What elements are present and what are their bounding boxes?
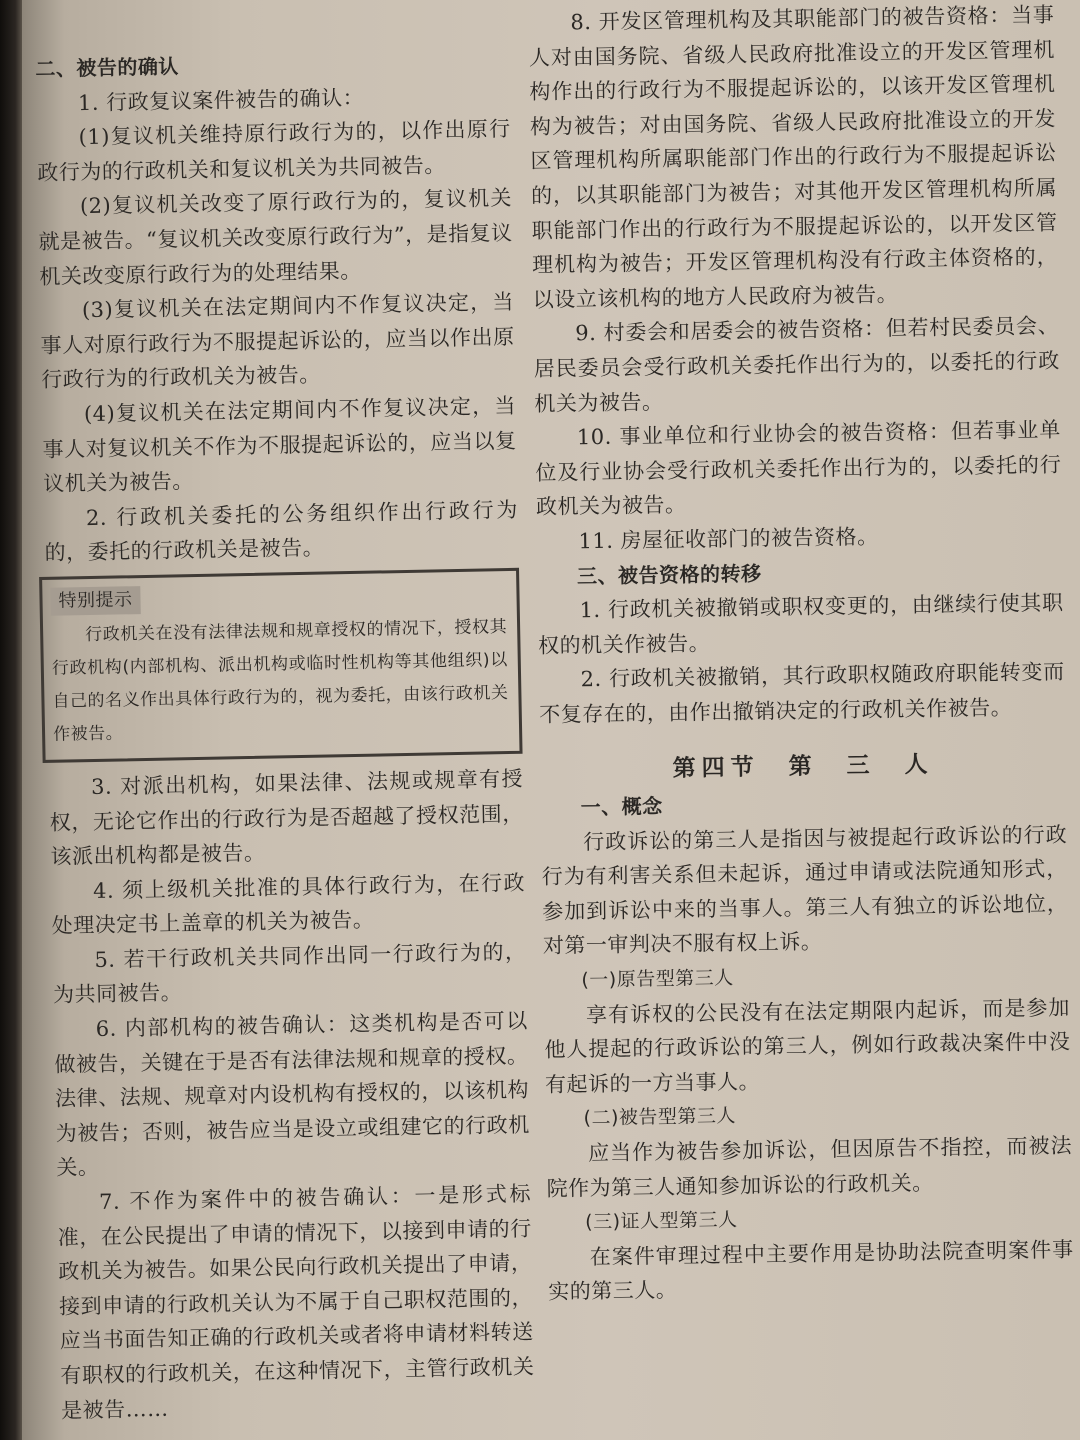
type-title-plaintiff: (一)原告型第三人 [581,966,734,992]
paragraph-l10: 6. 内部机构的被告确认：这类机构是否可以做被告，关键在于是否有法律法规和规章的授权。法律、法规、规章对内设机构有授权的，以该机构为被告；否则，被告应当是设立或组建它的行政机关。 [54,1008,530,1181]
paragraph-r4: 11. 房屋征收部门的被告资格。 [578,524,879,554]
paragraph-l1: 1. 行政复议案件被告的确认： [77,85,365,115]
special-tip-title: 特别提示 [50,586,141,616]
right-column [528,0,1077,1440]
left-column [34,0,537,1440]
section-title: 第四节 第 三 人 [672,751,934,783]
paragraph-concept: 行政诉讼的第三人是指因与被提起行政诉讼的行政行为有利害关系但未起诉，通过申请或法院通知形式，参加到诉讼中来的当事人。第三人有独立的诉讼地位，对第一审判决不服有权上诉。 [541,822,1069,959]
heading-concept: 一、概念 [580,794,663,820]
type-title-defendant: (二)被告型第三人 [583,1105,737,1130]
paragraph-l4: (3)复议机关在法定期间内不作复议决定，当事人对原行政行为不服提起诉讼的，应当以作出原行政行为的行政机关为被告。 [40,290,515,393]
book-page [22,0,1080,1440]
paragraph-l2: (1)复议机关维持原行政行为的，以作出原行政行为的行政机关和复议机关为共同被告。 [37,117,511,185]
type-title-witness: (三)证人型第三人 [585,1209,738,1234]
paragraph-l6: 2. 行政机关委托的公务组织作出行政行为的，委托的行政机关是被告。 [44,497,519,566]
paragraph-r2: 9. 村委会和居委会的被告资格：但若村民委员会、居民委员会受行政机关委托作出行为的，以委托的行政机关为被告。 [533,314,1060,416]
paragraph-transfer-2: 2. 行政机关被撤销，其行政职权随政府职能转变而不复存在的，由作出撤销决定的行政机关作被告。 [539,659,1065,727]
type-text-plaintiff: 享有诉权的公民没有在法定期限内起诉，而是参加他人提起的行政诉讼的第三人，例如行政裁决案件中没有起诉的一方当事人。 [544,995,1071,1097]
paragraph-l8: 4. 须上级机关批准的具体行政行为，在行政处理决定书上盖章的机关为被告。 [51,870,526,939]
paragraph-r1: 8. 开发区管理机构及其职能部门的被告资格：当事人对由国务院、省级人民政府批准设立的开发区管理机构作出的行政行为不服提起诉讼的，以该开发区管理机构为被告；对由国务院、省级人民政府批准设立的开发区管理机构所属职能部门作出的行政行为不服提起诉讼的，以其职能部门为被告；对其他开发区管理机构所属职能部门作出的行政行为不服提起诉讼的，以开发区管理机构为被告；开发区管理机构没有行政主体资格的，以设立该机构的地方人民政府为被告。 [528,2,1059,312]
paragraph-l11: 7. 不作为案件中的被告确认：一是形式标准，在公民提出了申请的情况下，以接到申请的行政机关为被告。如果公民向行政机关提出了申请，接到申请的行政机关认为不属于自己职权范围的，应当书面告知正确的行政机关或者将申请材料转送有职权的行政机关，在这种情况下，主管行政机关是被告…… [57,1181,535,1423]
book-spine-shadow [0,0,22,1440]
special-tip-text: 行政机关在没有法律法规和规章授权的情况下，授权其行政机构(内部机构、派出机构或临时性机构等其他组织)以自己的名义作出具体行政行为的，视为委托，由该行政机关作被告。 [51,616,509,745]
type-text-defendant: 应当作为被告参加诉讼，但因原告不指控，而被法院作为第三人通知参加诉讼的行政机关。 [546,1133,1073,1201]
special-tip-box [39,568,522,763]
heading-defendant-confirmation: 二、被告的确认 [35,54,180,81]
paragraph-l7: 3. 对派出机构，如果法律、法规或规章有授权，无论它作出的行政行为是否超越了授权范围，该派出机构都是被告。 [49,766,524,869]
paragraph-l3: (2)复议机关改变了原行政行为的，复议机关就是被告。“复议机关改变原行政行为”，是指复议机关改变原行政行为的处理结果。 [38,186,513,289]
paragraph-l5: (4)复议机关在法定期间内不作复议决定，当事人对复议机关不作为不服提起诉讼的，应当以复议机关为被告。 [42,393,517,497]
paragraph-l9: 5. 若干行政机关共同作出同一行政行为的，为共同被告。 [52,939,527,1008]
paragraph-r3: 10. 事业单位和行业协会的被告资格：但若事业单位及行业协会受行政机关委托作出行为的，以委托的行政机关为被告。 [535,417,1062,520]
heading-defendant-transfer: 三、被告资格的转移 [576,560,762,588]
type-text-witness: 在案件审理过程中主要作用是协助法院查明案件事实的第三人。 [548,1237,1074,1305]
paragraph-transfer-1: 1. 行政机关被撤销或职权变更的，由继续行使其职权的机关作被告。 [537,590,1064,658]
